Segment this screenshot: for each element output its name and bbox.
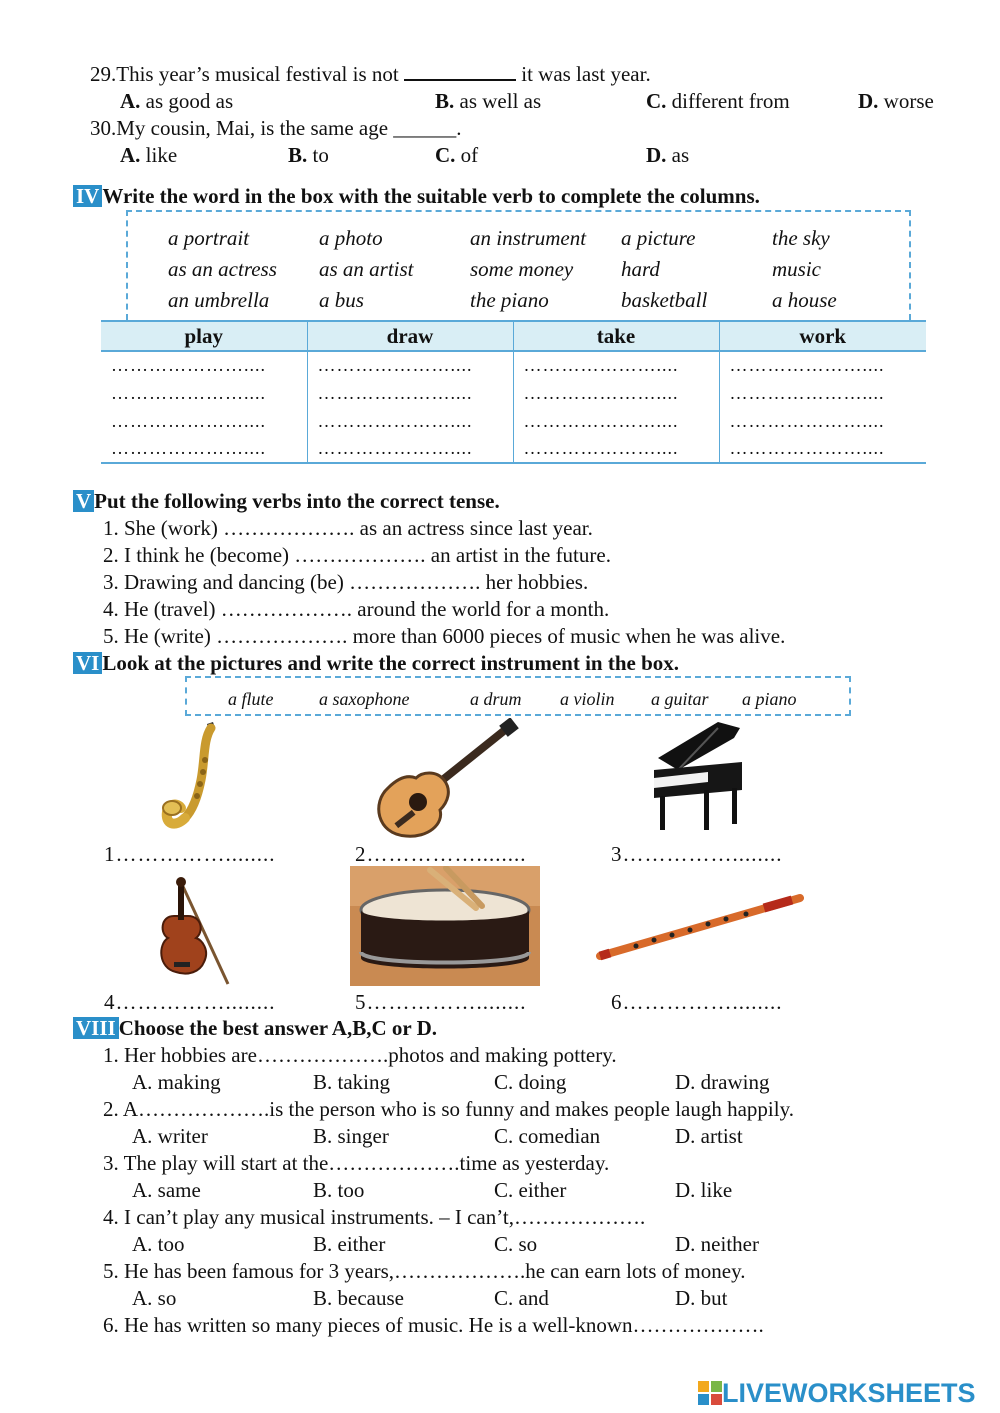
drum-picture <box>350 866 540 986</box>
answer-cell[interactable]: ………………….... <box>111 410 266 431</box>
section-8-question: 5. He has been famous for 3 years,……………….he can earn lots of money. <box>103 1259 746 1283</box>
section-4-word[interactable]: a photo <box>319 226 383 250</box>
answer-cell[interactable]: ………………….... <box>513 435 719 463</box>
answer-1[interactable]: 1……………........ <box>104 842 276 866</box>
answer-4[interactable]: 4……………........ <box>104 990 276 1014</box>
piano-picture <box>648 718 748 834</box>
section-4-word[interactable]: hard <box>621 257 660 281</box>
answer-cell[interactable]: ………………….... <box>307 351 513 379</box>
liveworksheets-logo-text: LIVEWORKSHEETS <box>722 1378 976 1408</box>
answer-cell[interactable]: ………………….... <box>101 435 307 463</box>
section-8-option[interactable]: C. doing <box>494 1070 567 1094</box>
q29-option-a[interactable]: A. as good as <box>120 89 234 113</box>
section-5-item[interactable]: 3. Drawing and dancing (be) ………………. her hobbies. <box>103 570 589 594</box>
question-30: 30.My cousin, Mai, is the same age ______. <box>90 116 462 140</box>
section-4-word[interactable]: music <box>772 257 821 281</box>
section-4-word[interactable]: the sky <box>772 226 830 250</box>
answer-cell[interactable]: ………………….... <box>719 379 926 407</box>
liveworksheets-logo <box>698 1378 976 1409</box>
table-row <box>101 351 926 379</box>
section-6-header <box>73 651 679 676</box>
section-4-word[interactable]: as an actress <box>168 257 277 281</box>
word-piano: a piano <box>742 689 797 709</box>
table-row <box>101 407 926 435</box>
column-header-work: work <box>719 321 926 351</box>
section-8-title: Choose the best answer A,B,C or D. <box>118 1016 437 1040</box>
answer-2[interactable]: 2……………........ <box>355 842 527 866</box>
q29-text-before: This year’s musical festival is not <box>116 62 399 86</box>
section-8-option[interactable]: A. so <box>132 1286 177 1310</box>
section-5-item[interactable]: 5. He (write) ………………. more than 6000 pieces of music when he was alive. <box>103 624 786 648</box>
section-8-option[interactable]: B. because <box>313 1286 404 1310</box>
table-row <box>101 379 926 407</box>
section-4-word[interactable]: as an artist <box>319 257 414 281</box>
section-5-header <box>73 489 500 514</box>
answer-cell[interactable]: ………………….... <box>307 407 513 435</box>
section-8-option[interactable]: B. either <box>313 1232 386 1256</box>
q30-option-a[interactable]: A. like <box>120 143 178 167</box>
section-4-word[interactable]: the piano <box>470 288 549 312</box>
section-4-title: Write the word in the box with the suitable verb to complete the columns. <box>102 184 760 208</box>
section-8-option[interactable]: D. like <box>675 1178 733 1202</box>
q29-blank[interactable] <box>404 63 516 81</box>
section-4-word[interactable]: a picture <box>621 226 696 250</box>
answer-cell[interactable]: ………………….... <box>111 355 266 375</box>
saxophone-picture <box>155 720 235 838</box>
q29-option-c[interactable]: C. different from <box>646 89 790 113</box>
answer-6[interactable]: 6……………........ <box>611 990 783 1014</box>
answer-cell[interactable]: ………………….... <box>719 351 926 379</box>
word-saxophone: a saxophone <box>319 689 410 709</box>
section-4-word[interactable]: a bus <box>319 288 364 312</box>
section-4-word[interactable]: an umbrella <box>168 288 270 312</box>
section-4-tag: IV <box>73 185 102 207</box>
q30-option-b[interactable]: B. to <box>288 143 329 167</box>
answer-cell[interactable]: ………………….... <box>719 407 926 435</box>
section-8-option[interactable]: D. neither <box>675 1232 759 1256</box>
section-8-tag: VIII <box>73 1017 119 1039</box>
q30-option-d[interactable]: D. as <box>646 143 690 167</box>
column-header-draw: draw <box>307 321 513 351</box>
section-8-option[interactable]: B. too <box>313 1178 365 1202</box>
answer-3[interactable]: 3……………........ <box>611 842 783 866</box>
section-8-option[interactable]: A. too <box>132 1232 185 1256</box>
section-8-question: 1. Her hobbies are……………….photos and making pottery. <box>103 1043 617 1067</box>
section-5-tag: V <box>73 490 94 512</box>
section-8-option[interactable]: C. comedian <box>494 1124 601 1148</box>
word-drum: a drum <box>470 689 522 709</box>
flute-picture <box>596 892 804 962</box>
section-8-option[interactable]: A. same <box>132 1178 201 1202</box>
section-5-item[interactable]: 2. I think he (become) ………………. an artist in the future. <box>103 543 611 567</box>
answer-cell[interactable]: ………………….... <box>111 382 266 403</box>
q29-number: 29. <box>90 62 117 86</box>
q29-option-b[interactable]: B. as well as <box>435 89 542 113</box>
q29-text-after: it was last year. <box>521 62 651 86</box>
section-8-question: 3. The play will start at the……………….time as yesterday. <box>103 1151 610 1175</box>
answer-cell[interactable]: ………………….... <box>307 379 513 407</box>
section-4-word[interactable]: a house <box>772 288 837 312</box>
section-8-option[interactable]: C. either <box>494 1178 567 1202</box>
violin-picture <box>152 876 238 988</box>
section-5-item[interactable]: 4. He (travel) ………………. around the world for a month. <box>103 597 610 621</box>
section-8-option[interactable]: A. making <box>132 1070 221 1094</box>
section-4-word[interactable]: a portrait <box>168 226 250 250</box>
section-8-option[interactable]: D. but <box>675 1286 728 1310</box>
section-8-option[interactable]: C. so <box>494 1232 538 1256</box>
guitar-picture <box>370 718 520 840</box>
q29-option-d[interactable]: D. worse <box>858 89 934 113</box>
section-4-word[interactable]: some money <box>470 257 574 281</box>
section-8-option[interactable]: A. writer <box>132 1124 208 1148</box>
word-guitar: a guitar <box>651 689 709 709</box>
section-4-header <box>73 184 760 209</box>
answer-cell[interactable]: ………………….... <box>719 435 926 463</box>
liveworksheets-logo-icon <box>698 1381 722 1405</box>
answer-cell[interactable]: ………………….... <box>513 407 719 435</box>
section-4-columns-table <box>101 320 926 464</box>
section-8-question: 4. I can’t play any musical instruments. – I can’t,………………. <box>103 1205 646 1229</box>
section-8-option[interactable]: D. drawing <box>675 1070 770 1094</box>
answer-cell[interactable]: ………………….... <box>513 351 719 379</box>
section-8-question: 6. He has written so many pieces of music. He is a well-known………………. <box>103 1313 764 1337</box>
column-header-play: play <box>101 321 307 351</box>
word-flute: a flute <box>228 689 274 709</box>
table-row <box>101 435 926 463</box>
question-29 <box>90 62 651 87</box>
word-violin: a violin <box>560 689 615 709</box>
column-header-take: take <box>513 321 719 351</box>
section-8-option[interactable]: C. and <box>494 1286 549 1310</box>
section-4-word[interactable]: basketball <box>621 288 708 312</box>
section-6-title: Look at the pictures and write the correct instrument in the box. <box>102 651 680 675</box>
section-6-tag: VI <box>73 652 102 674</box>
section-8-option[interactable]: D. artist <box>675 1124 743 1148</box>
section-8-header <box>73 1016 437 1041</box>
answer-5[interactable]: 5……………........ <box>355 990 527 1014</box>
answer-cell[interactable]: ………………….... <box>513 379 719 407</box>
section-8-option[interactable]: B. singer <box>313 1124 389 1148</box>
section-4-word[interactable]: an instrument <box>470 226 587 250</box>
section-8-question: 2. A……………….is the person who is so funny and makes people laugh happily. <box>103 1097 794 1121</box>
section-8-option[interactable]: B. taking <box>313 1070 390 1094</box>
section-5-title: Put the following verbs into the correct tense. <box>94 489 500 513</box>
answer-cell[interactable]: ………………….... <box>307 435 513 463</box>
section-5-item[interactable]: 1. She (work) ………………. as an actress since last year. <box>103 516 593 540</box>
q30-option-c[interactable]: C. of <box>435 143 479 167</box>
